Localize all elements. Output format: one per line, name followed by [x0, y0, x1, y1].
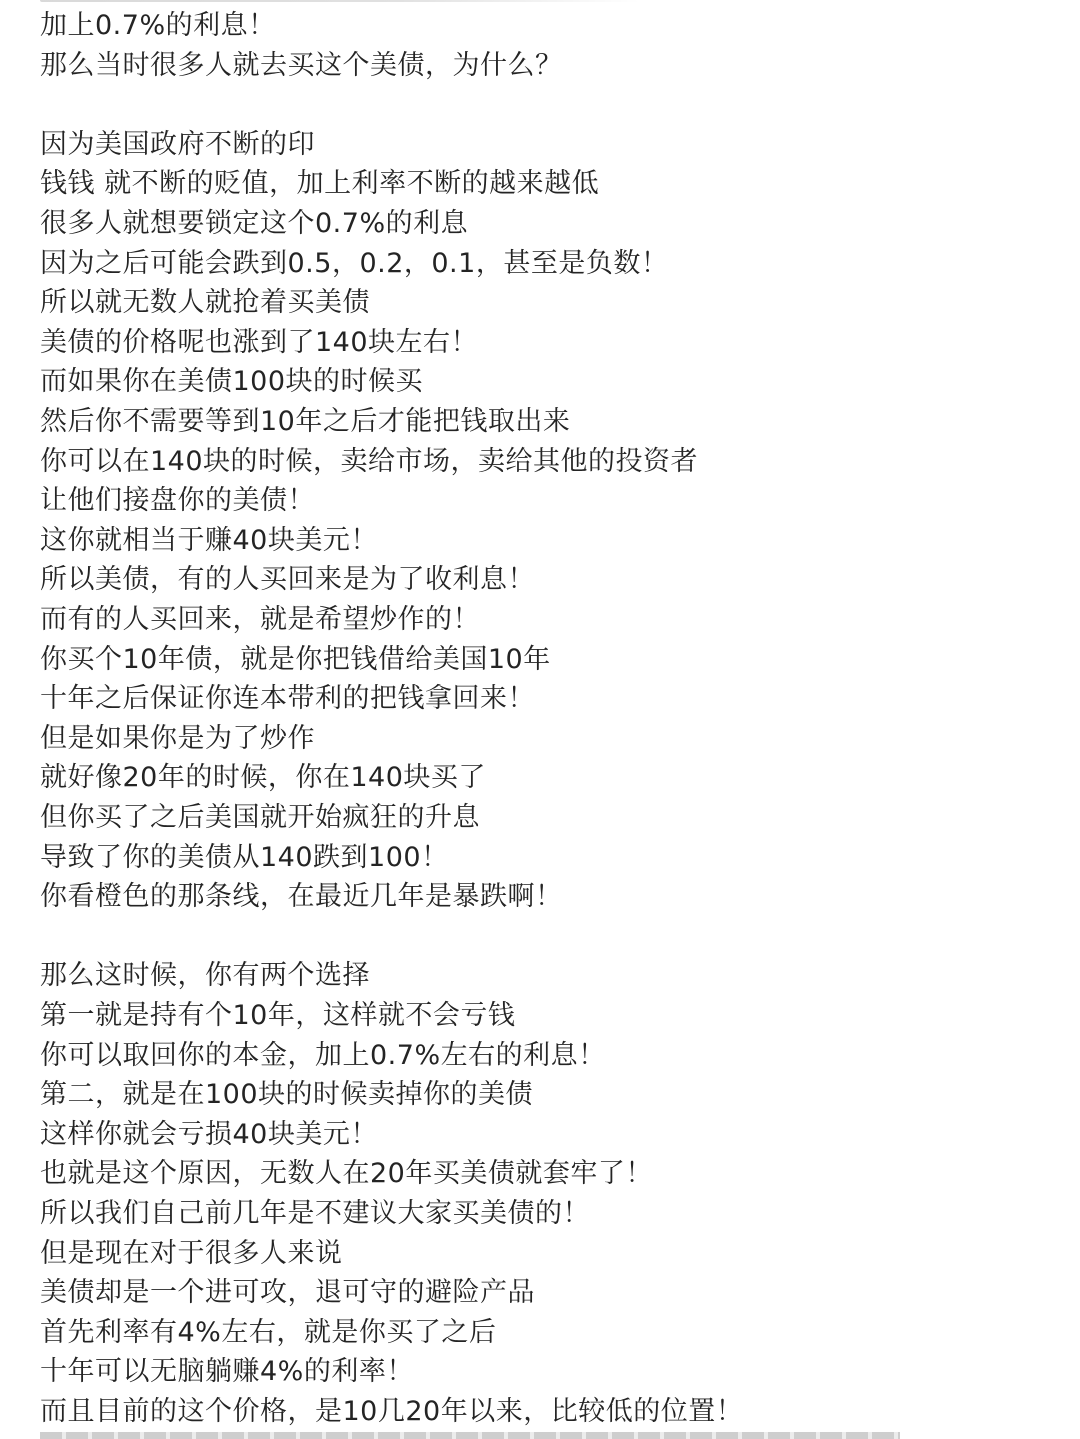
text-line: 导致了你的美债从140跌到100！ [40, 841, 449, 873]
text-line: 美债的价格呢也涨到了140块左右！ [40, 326, 479, 358]
text-line: 首先利率有4%左右，就是你买了之后 [40, 1316, 497, 1348]
partial-line-bottom [40, 1432, 900, 1439]
text-line: 你买个10年债，就是你把钱借给美国10年 [40, 643, 551, 675]
text-line: 所以美债，有的人买回来是为了收利息！ [40, 564, 535, 596]
text-line: 让他们接盘你的美债！ [40, 485, 315, 517]
text-line: 第二，就是在100块的时候卖掉你的美债 [40, 1079, 534, 1111]
text-line: 那么这时候，你有两个选择 [40, 960, 370, 992]
text-line: 你可以在140块的时候，卖给市场，卖给其他的投资者 [40, 445, 699, 477]
text-line: 很多人就想要锁定这个0.7%的利息 [40, 208, 469, 239]
text-line: 也就是这个原因，无数人在20年买美债就套牢了！ [40, 1158, 653, 1190]
text-line: 十年可以无脑躺赚4%的利率！ [40, 1356, 414, 1388]
text-line: 但你买了之后美国就开始疯狂的升息 [40, 802, 480, 833]
text-line: 第一就是持有个10年，这样就不会亏钱 [40, 1000, 516, 1031]
text-line: 因为美国政府不断的印 [40, 128, 315, 160]
text-line: 钱钱 就不断的贬值，加上利率不断的越来越低 [40, 168, 600, 200]
text-line: 美债却是一个进可攻，退可守的避险产品 [40, 1277, 535, 1309]
text-line: 而如果你在美债100块的时候买 [40, 366, 424, 398]
text-line: 加上0.7%的利息！ [40, 10, 276, 41]
text-line: 所以就无数人就抢着买美债 [40, 287, 370, 319]
text-line: 所以我们自己前几年是不建议大家买美债的！ [40, 1198, 590, 1229]
partial-line-top [40, 0, 640, 4]
text-line: 因为之后可能会跌到0.5，0.2，0.1，甚至是负数！ [40, 247, 669, 279]
text-line: 但是如果你是为了炒作 [40, 722, 315, 754]
text-line: 这样你就会亏损40块美元！ [40, 1118, 378, 1150]
text-line: 你看橙色的那条线，在最近几年是暴跌啊！ [40, 881, 563, 913]
text-line: 那么当时很多人就去买这个美债，为什么？ [40, 49, 563, 81]
text-line: 十年之后保证你连本带利的把钱拿回来！ [40, 683, 535, 715]
text-line: 而有的人买回来，就是希望炒作的！ [40, 604, 480, 635]
text-line: 就好像20年的时候，你在140块买了 [40, 762, 486, 794]
text-line: 然后你不需要等到10年之后才能把钱取出来 [40, 406, 571, 437]
text-line: 你可以取回你的本金，加上0.7%左右的利息！ [40, 1039, 606, 1071]
text-line: 但是现在对于很多人来说 [40, 1237, 343, 1269]
text-line: 这你就相当于赚40块美元！ [40, 524, 378, 556]
text-line: 而且目前的这个价格，是10几20年以来，比较低的位置！ [40, 1396, 744, 1427]
